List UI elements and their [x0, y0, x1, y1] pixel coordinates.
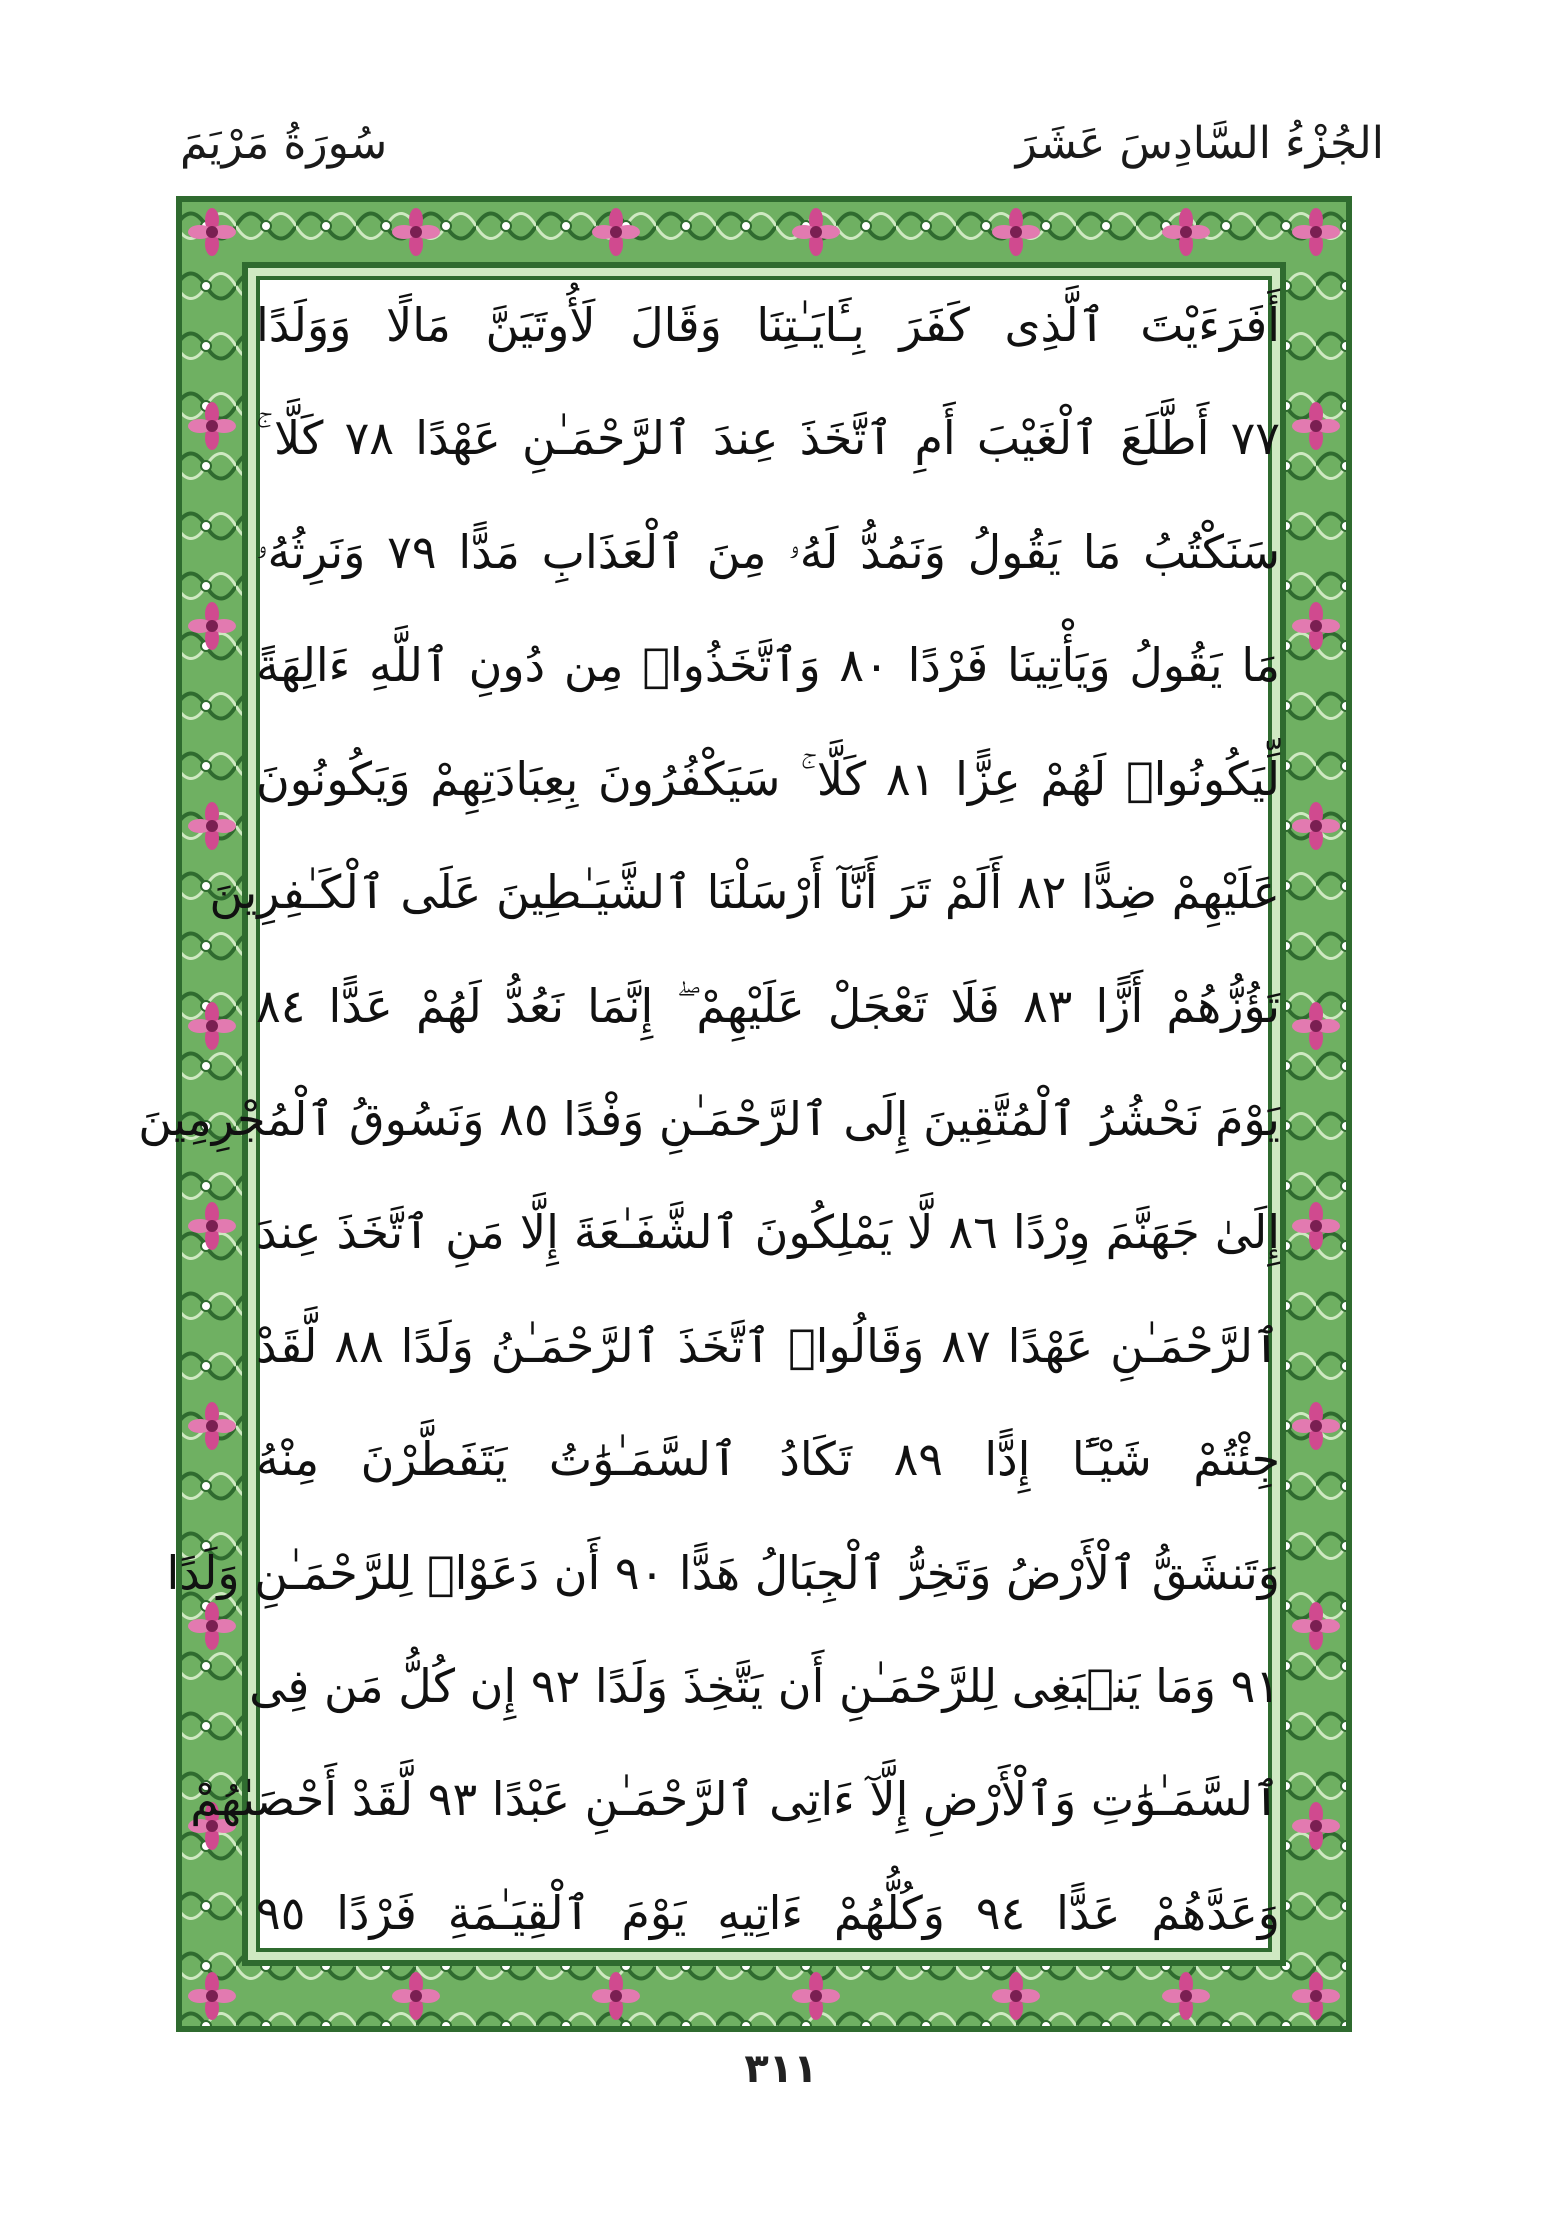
- text-line-7: تَؤُزُّهُمْ أَزًّا ٨٣ فَلَا تَعْجَلْ عَلَيْهِمْ ۖ إِنَّمَا نَعُدُّ لَهُمْ عَدًّا ٨٤: [256, 978, 1280, 1033]
- text-line-6: عَلَيْهِمْ ضِدًّا ٨٢ أَلَمْ تَرَ أَنَّآ أَرْسَلْنَا ٱلشَّيَـٰطِينَ عَلَى ٱلْكَـٰفِرِينَ: [209, 865, 1280, 920]
- juz-title: الجُزْءُ السَّادِسَ عَشَرَ: [1015, 118, 1384, 169]
- text-line-1: أَفَرَءَيْتَ ٱلَّذِى كَفَرَ بِـَٔايَـٰتِنَا وَقَالَ لَأُوتَيَنَّ مَالًا وَوَلَدًا: [256, 298, 1280, 352]
- text-line-5: لِّيَكُونُوا۟ لَهُمْ عِزًّا ٨١ كَلَّا ۚ سَيَكْفُرُونَ بِعِبَادَتِهِمْ وَيَكُونُونَ: [256, 751, 1280, 806]
- text-line-4: مَا يَقُولُ وَيَأْتِينَا فَرْدًا ٨٠ وَٱتَّخَذُوا۟ مِن دُونِ ٱللَّهِ ءَالِهَةً: [256, 638, 1280, 693]
- surah-title: سُورَةُ مَرْيَمَ: [180, 118, 388, 169]
- page-number: ٣١١: [744, 2046, 818, 2092]
- text-line-10: ٱلرَّحْمَـٰنِ عَهْدًا ٨٧ وَقَالُوا۟ ٱتَّخَذَ ٱلرَّحْمَـٰنُ وَلَدًا ٨٨ لَّقَدْ: [256, 1318, 1280, 1373]
- text-line-8: يَوْمَ نَحْشُرُ ٱلْمُتَّقِينَ إِلَى ٱلرَّحْمَـٰنِ وَفْدًا ٨٥ وَنَسُوقُ ٱلْمُجْرِمِينَ: [138, 1091, 1280, 1146]
- text-line-12: وَتَنشَقُّ ٱلْأَرْضُ وَتَخِرُّ ٱلْجِبَالُ هَدًّا ٩٠ أَن دَعَوْا۟ لِلرَّحْمَـٰنِ وَلَدًا: [166, 1545, 1280, 1600]
- text-line-11: جِئْتُمْ شَيْـًٔا إِدًّا ٨٩ تَكَادُ ٱلسَّمَـٰوَٰتُ يَتَفَطَّرْنَ مِنْهُ: [256, 1432, 1281, 1487]
- text-line-13: ٩١ وَمَا يَنۢبَغِى لِلرَّحْمَـٰنِ أَن يَتَّخِذَ وَلَدًا ٩٢ إِن كُلُّ مَن فِى: [249, 1659, 1280, 1714]
- text-line-15: وَعَدَّهُمْ عَدًّا ٩٤ وَكُلُّهُمْ ءَاتِيهِ يَوْمَ ٱلْقِيَـٰمَةِ فَرْدًا ٩٥: [256, 1885, 1280, 1940]
- text-line-9: إِلَىٰ جَهَنَّمَ وِرْدًا ٨٦ لَّا يَمْلِكُونَ ٱلشَّفَـٰعَةَ إِلَّا مَنِ ٱتَّخَذَ عِندَ: [256, 1205, 1280, 1260]
- quran-text-panel: [138, 285, 1281, 1953]
- text-line-3: سَنَكْتُبُ مَا يَقُولُ وَنَمُدُّ لَهُۥ مِنَ ٱلْعَذَابِ مَدًّا ٧٩ وَنَرِثُهُۥ: [256, 524, 1281, 579]
- text-line-2: ٧٧ أَطَّلَعَ ٱلْغَيْبَ أَمِ ٱتَّخَذَ عِندَ ٱلرَّحْمَـٰنِ عَهْدًا ٧٨ كَلَّا ۚ: [256, 411, 1280, 466]
- text-line-14: ٱلسَّمَـٰوَٰتِ وَٱلْأَرْضِ إِلَّآ ءَاتِى ٱلرَّحْمَـٰنِ عَبْدًا ٩٣ لَّقَدْ أَحْصَىٰهُمْ: [190, 1772, 1280, 1827]
